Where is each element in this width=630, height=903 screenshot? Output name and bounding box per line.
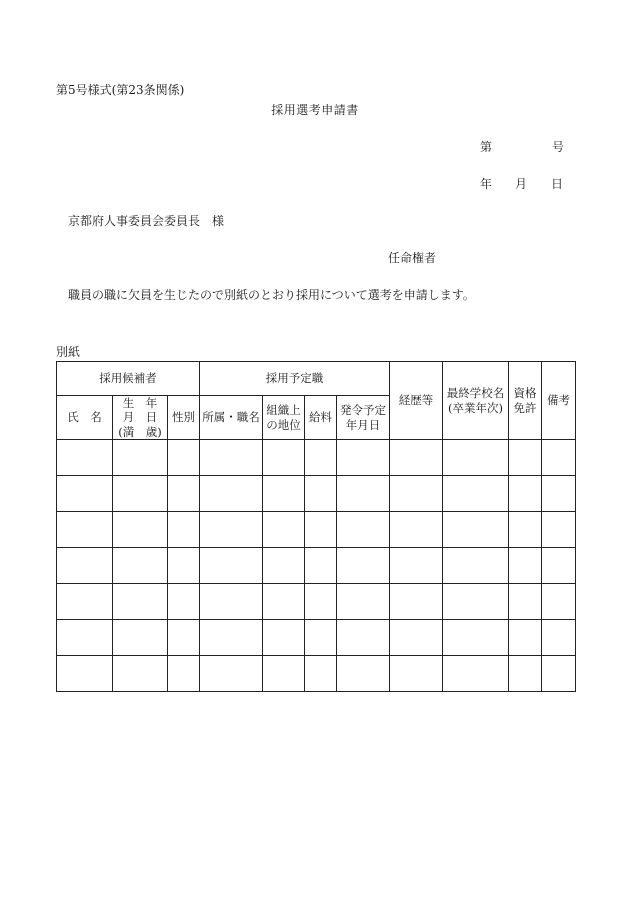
table-row — [57, 656, 576, 692]
col-org-line1: 組織上 — [266, 403, 301, 418]
table-cell[interactable] — [337, 620, 390, 656]
table-cell[interactable] — [113, 548, 168, 584]
col-birth-line3: (満 歳) — [118, 424, 162, 439]
table-cell[interactable] — [168, 620, 200, 656]
table-cell[interactable] — [200, 584, 263, 620]
table-cell[interactable] — [57, 584, 113, 620]
table-cell[interactable] — [168, 440, 200, 476]
date-year: 年 — [480, 177, 493, 191]
date-month: 月 — [515, 177, 528, 191]
body-text: 職員の職に欠員を生じたので別紙のとおり採用について選考を申請します。 — [68, 288, 475, 302]
table-cell[interactable] — [168, 548, 200, 584]
table-cell[interactable] — [390, 548, 443, 584]
table-cell[interactable] — [390, 620, 443, 656]
col-qualification — [509, 362, 542, 440]
table-cell[interactable] — [113, 512, 168, 548]
table-cell[interactable] — [390, 584, 443, 620]
table-row — [57, 584, 576, 620]
table-cell[interactable] — [263, 548, 305, 584]
table-cell[interactable] — [57, 620, 113, 656]
table-cell[interactable] — [305, 440, 337, 476]
table-cell[interactable] — [305, 584, 337, 620]
col-qual-line1: 資格 — [513, 386, 537, 401]
col-remarks: 備考 — [542, 362, 576, 440]
table-cell[interactable] — [443, 440, 509, 476]
table-cell[interactable] — [263, 440, 305, 476]
table-cell[interactable] — [263, 584, 305, 620]
group-candidate: 採用候補者 — [57, 362, 200, 396]
col-career: 経歴等 — [390, 362, 443, 440]
table-cell[interactable] — [390, 476, 443, 512]
table-cell[interactable] — [390, 440, 443, 476]
header-row-group — [57, 362, 576, 396]
col-birth-line2: 月 日 — [122, 410, 158, 425]
table-cell[interactable] — [509, 476, 542, 512]
table-cell[interactable] — [113, 584, 168, 620]
table-cell[interactable] — [200, 440, 263, 476]
table-cell[interactable] — [443, 476, 509, 512]
table-cell[interactable] — [113, 656, 168, 692]
table-cell[interactable] — [337, 584, 390, 620]
table-cell[interactable] — [305, 512, 337, 548]
table-cell[interactable] — [200, 512, 263, 548]
table-cell[interactable] — [337, 512, 390, 548]
table-cell[interactable] — [57, 512, 113, 548]
table-cell[interactable] — [542, 476, 576, 512]
table-cell[interactable] — [263, 476, 305, 512]
table-cell[interactable] — [168, 584, 200, 620]
col-school-line1: 最終学校名 — [446, 386, 505, 401]
table-row — [57, 620, 576, 656]
table-cell[interactable] — [200, 476, 263, 512]
col-school-line2: (卒業年次) — [448, 400, 503, 415]
table-cell[interactable] — [337, 476, 390, 512]
date-day: 日 — [551, 177, 564, 191]
table-cell[interactable] — [57, 440, 113, 476]
table-cell[interactable] — [443, 584, 509, 620]
table-row — [57, 476, 576, 512]
table-cell[interactable] — [168, 512, 200, 548]
candidate-table — [56, 361, 576, 692]
col-birth — [113, 396, 168, 440]
col-effective-line2: 年月日 — [345, 417, 381, 432]
table-cell[interactable] — [509, 620, 542, 656]
addressee: 京都府人事委員会委員長 様 — [68, 214, 225, 228]
table-cell[interactable] — [542, 440, 576, 476]
table-cell[interactable] — [305, 476, 337, 512]
table-cell[interactable] — [443, 512, 509, 548]
table-cell[interactable] — [509, 548, 542, 584]
col-org-line2: の地位 — [266, 417, 301, 432]
col-effective-line1: 発令予定 — [340, 403, 386, 418]
table-cell[interactable] — [57, 656, 113, 692]
table-row — [57, 440, 576, 476]
col-salary: 給料 — [305, 396, 337, 440]
table-cell[interactable] — [168, 656, 200, 692]
table-cell[interactable] — [337, 440, 390, 476]
table-cell[interactable] — [509, 440, 542, 476]
table-cell[interactable] — [305, 656, 337, 692]
table-cell[interactable] — [200, 620, 263, 656]
table-row — [57, 512, 576, 548]
table-cell[interactable] — [263, 620, 305, 656]
table-cell[interactable] — [542, 512, 576, 548]
table-cell[interactable] — [443, 656, 509, 692]
table-cell[interactable] — [390, 656, 443, 692]
col-org-position — [263, 396, 305, 440]
table-cell[interactable] — [305, 620, 337, 656]
table-cell[interactable] — [542, 620, 576, 656]
table-cell[interactable] — [542, 656, 576, 692]
form-id: 第5号様式(第23条関係) — [56, 83, 185, 97]
table-cell[interactable] — [305, 548, 337, 584]
table-cell[interactable] — [509, 656, 542, 692]
table-cell[interactable] — [337, 548, 390, 584]
table-cell[interactable] — [57, 548, 113, 584]
table-cell[interactable] — [542, 548, 576, 584]
group-position: 採用予定職 — [200, 362, 390, 396]
col-qual-line2: 免許 — [513, 400, 537, 415]
table-cell[interactable] — [509, 584, 542, 620]
number-suffix: 号 — [552, 140, 565, 154]
table-cell[interactable] — [337, 656, 390, 692]
table-cell[interactable] — [57, 476, 113, 512]
table-row — [57, 548, 576, 584]
table-cell[interactable] — [200, 656, 263, 692]
table-cell[interactable] — [443, 548, 509, 584]
number-prefix: 第 — [480, 140, 493, 154]
attachment-label: 別紙 — [56, 345, 81, 359]
col-effective-date — [337, 396, 390, 440]
table-cell[interactable] — [443, 620, 509, 656]
col-birth-line1: 生 年 — [122, 396, 158, 410]
table-cell[interactable] — [113, 440, 168, 476]
col-sex: 性別 — [168, 396, 200, 440]
table-cell[interactable] — [263, 656, 305, 692]
col-name: 氏 名 — [57, 396, 113, 440]
col-dept: 所属・職名 — [200, 396, 263, 440]
table-cell[interactable] — [263, 512, 305, 548]
table-cell[interactable] — [200, 548, 263, 584]
table-cell[interactable] — [168, 476, 200, 512]
table-cell[interactable] — [542, 584, 576, 620]
table-cell[interactable] — [113, 476, 168, 512]
col-school — [443, 362, 509, 440]
document-title: 採用選考申請書 — [271, 103, 359, 117]
table-cell[interactable] — [509, 512, 542, 548]
table-cell[interactable] — [390, 512, 443, 548]
appointer: 任命権者 — [388, 251, 437, 265]
table-cell[interactable] — [113, 620, 168, 656]
